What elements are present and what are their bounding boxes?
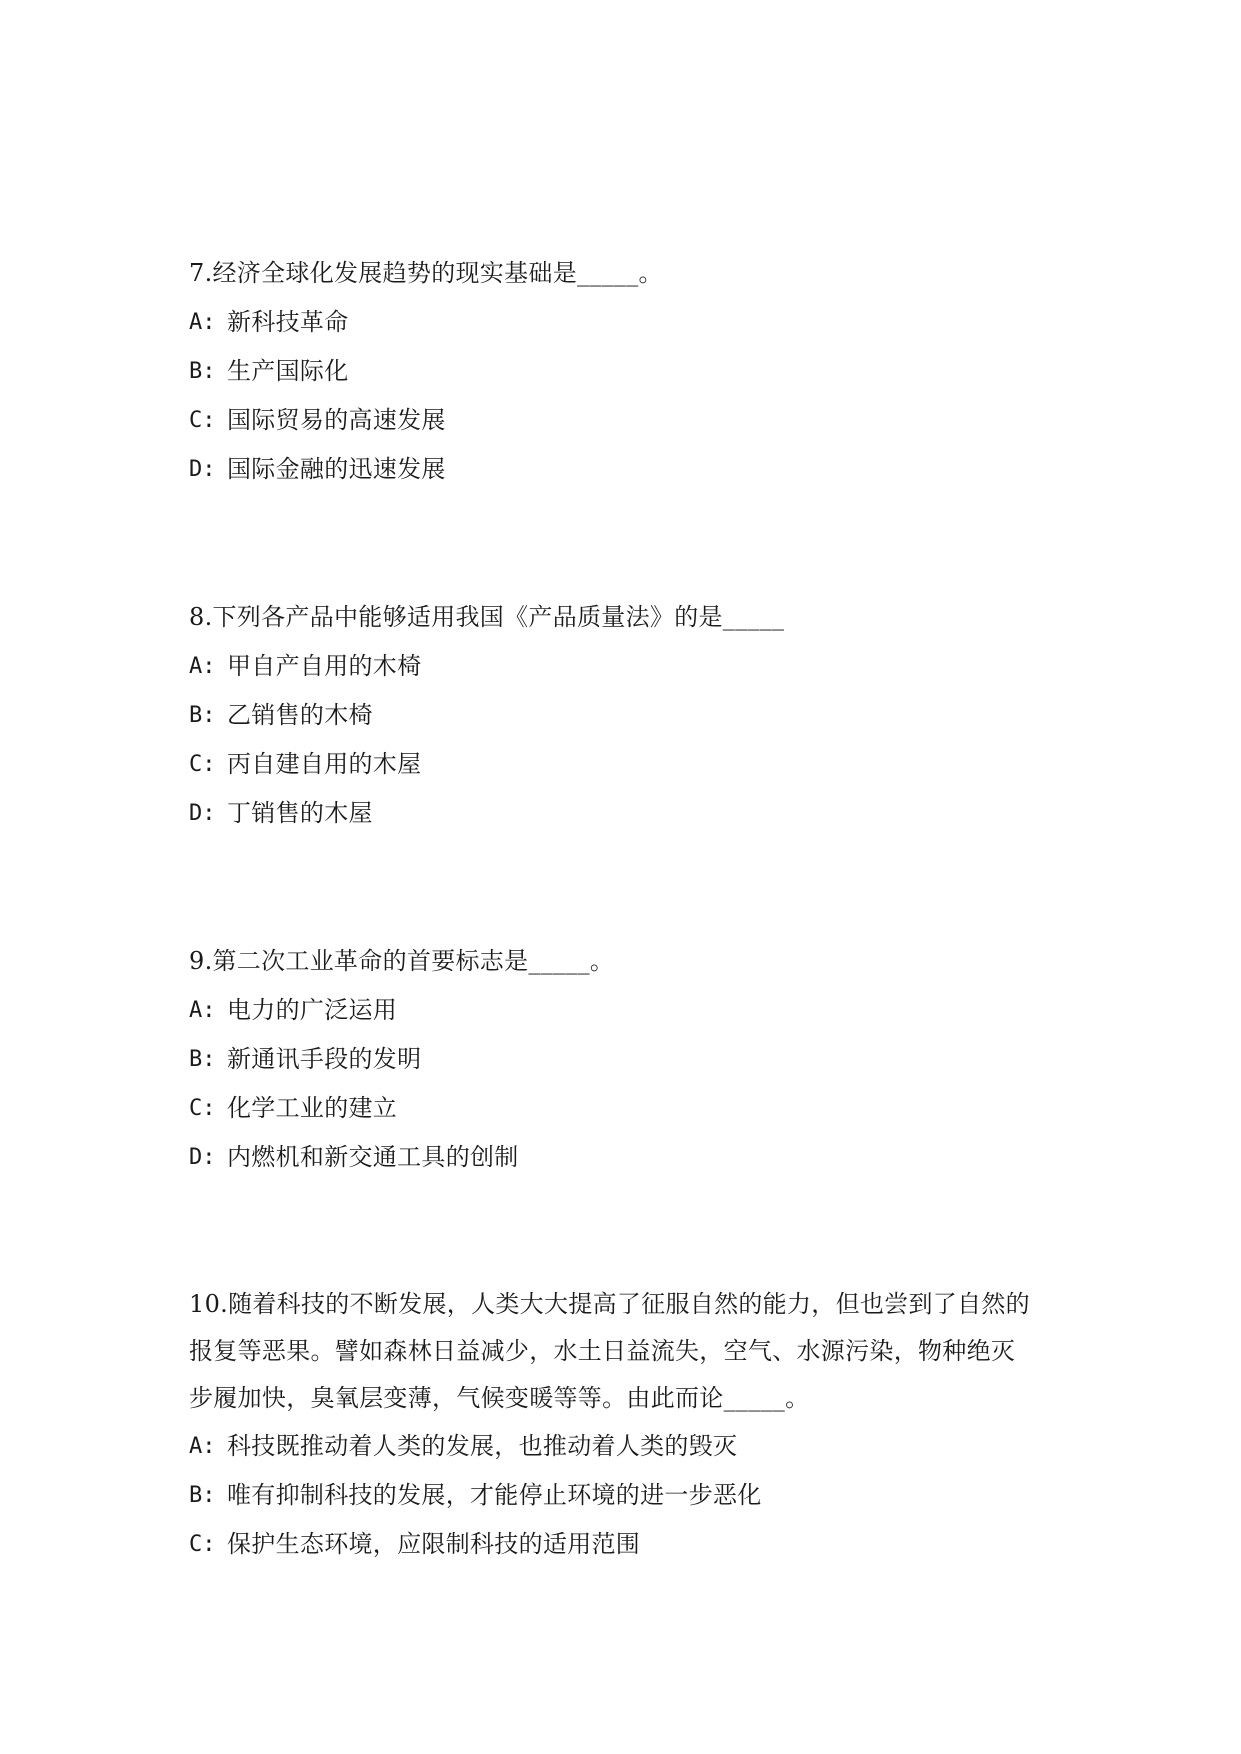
option-c [189,1520,1069,1569]
question-10 [189,1281,1069,1569]
option-letter: B: [189,359,216,384]
option-d [189,1133,1069,1182]
question-stem: 7.经济全球化发展趋势的现实基础是_____。 [189,259,663,287]
option-text: 新科技革命 [227,308,349,336]
option-text: 丁销售的木屋 [227,799,373,827]
option-b [189,691,1069,740]
option-a [189,986,1069,1035]
option-text: 国际金融的迅速发展 [227,455,446,483]
option-a [189,298,1069,347]
question-stem-line-1: 10.随着科技的不断发展，人类大大提高了征服自然的能力，但也尝到了自然的 [189,1290,1030,1318]
option-letter: C: [189,752,216,777]
option-letter: C: [189,408,216,433]
option-text: 保护生态环境，应限制科技的适用范围 [227,1530,641,1558]
option-letter: D: [189,1145,216,1170]
option-text: 新通讯手段的发明 [227,1045,422,1073]
option-letter: B: [189,703,216,728]
option-letter: A: [189,654,216,679]
option-d [189,789,1069,838]
option-text: 电力的广泛运用 [227,996,398,1024]
question-stem-line-3: 步履加快，臭氧层变薄，气候变暖等等。由此而论_____。 [189,1384,810,1412]
option-letter: A: [189,1434,216,1459]
option-c [189,740,1069,789]
option-d [189,445,1069,494]
option-text: 乙销售的木椅 [227,701,373,729]
option-letter: B: [189,1483,216,1508]
question-stem-line-2: 报复等恶果。譬如森林日益减少，水土日益流失，空气、水源污染，物种绝灭 [189,1337,1016,1365]
question-8 [189,593,1069,838]
option-letter: D: [189,801,216,826]
option-text: 甲自产自用的木椅 [227,652,422,680]
question-7 [189,249,1069,494]
option-letter: A: [189,310,216,335]
option-b [189,1035,1069,1084]
option-c [189,396,1069,445]
option-text: 化学工业的建立 [227,1094,398,1122]
option-text: 丙自建自用的木屋 [227,750,422,778]
option-a [189,1422,1069,1471]
option-text: 内燃机和新交通工具的创制 [227,1143,519,1171]
option-a [189,642,1069,691]
option-text: 生产国际化 [227,357,349,385]
option-b [189,1471,1069,1520]
option-letter: D: [189,457,216,482]
option-text: 国际贸易的高速发展 [227,406,446,434]
question-stem: 9.第二次工业革命的首要标志是_____。 [189,947,615,975]
question-9 [189,937,1069,1182]
option-letter: A: [189,998,216,1023]
option-c [189,1084,1069,1133]
option-letter: C: [189,1096,216,1121]
option-b [189,347,1069,396]
option-letter: B: [189,1047,216,1072]
question-stem: 8.下列各产品中能够适用我国《产品质量法》的是_____ [189,603,785,631]
option-text: 唯有抑制科技的发展，才能停止环境的进一步恶化 [227,1481,762,1509]
option-text: 科技既推动着人类的发展，也推动着人类的毁灭 [227,1432,738,1460]
option-letter: C: [189,1532,216,1557]
